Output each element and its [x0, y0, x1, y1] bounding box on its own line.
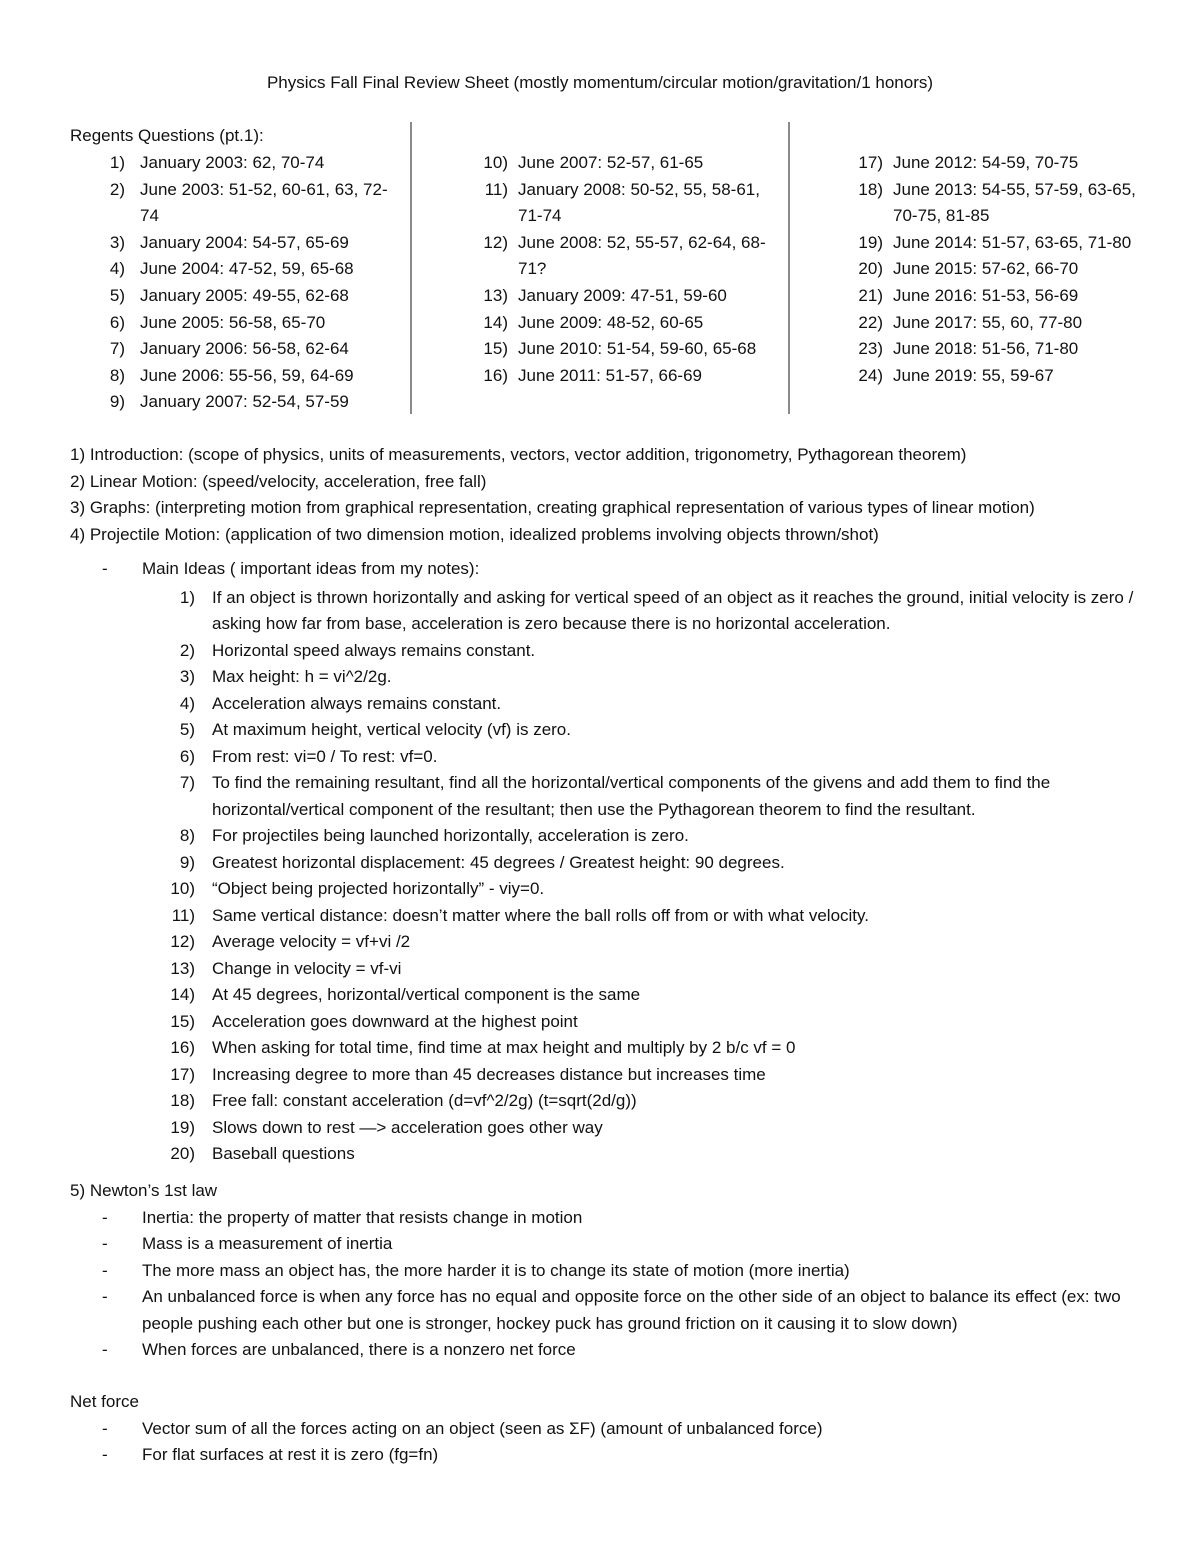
list-item: - Vector sum of all the forces acting on an object (seen as ΣF) (amount of unbalanced force) — [102, 1418, 823, 1438]
list-item: 16) When asking for total time, find time at max height and multiply by 2 b/c vf = 0 — [170, 1038, 796, 1057]
list-item: 11) January 2008: 50-52, 55, 58-61, 71-74 — [484, 179, 760, 226]
regents-heading: Regents Questions (pt.1): — [70, 126, 264, 145]
main-ideas-section — [70, 556, 1150, 1168]
list-item: 4) June 2004: 47-52, 59, 65-68 — [109, 259, 354, 279]
list-item: 24) June 2019: 55, 59-67 — [858, 365, 1054, 385]
column-divider — [410, 122, 412, 414]
list-item: 20) Baseball questions — [170, 1144, 355, 1163]
main-ideas-list — [70, 585, 1150, 1168]
list-item: 12) June 2008: 52, 55-57, 62-64, 68-71? — [483, 232, 766, 279]
net-force-section — [70, 1389, 1150, 1469]
list-item: 2) June 2003: 51-52, 60-61, 63, 72-74 — [109, 179, 388, 226]
list-item: - For flat surfaces at rest it is zero (fg=fn) — [102, 1445, 439, 1464]
list-item: 13) January 2009: 47-51, 59-60 — [483, 285, 727, 305]
column-divider — [788, 122, 790, 414]
list-item: - When forces are unbalanced, there is a nonzero net force — [102, 1340, 576, 1359]
list-item: 10) “Object being projected horizontally” - viy=0. — [170, 879, 545, 898]
topic-introduction: 1) Introduction: (scope of physics, units of measurements, vectors, vector addition, trigonometry, Pythagorean theorem) — [70, 445, 967, 464]
main-ideas-heading: - Main Ideas ( important ideas from my notes): — [70, 556, 1150, 583]
list-item: 15) Acceleration goes downward at the highest point — [170, 1011, 578, 1031]
list-item: 4) Acceleration always remains constant. — [179, 693, 502, 713]
list-item: 18) June 2013: 54-55, 57-59, 63-65, 70-75, 81-85 — [858, 179, 1136, 226]
list-item: 3) January 2004: 54-57, 65-69 — [109, 232, 349, 252]
topic-linear-motion: 2) Linear Motion: (speed/velocity, acceleration, free fall) — [70, 471, 487, 491]
list-item: 20) June 2015: 57-62, 66-70 — [858, 259, 1079, 279]
page-title: Physics Fall Final Review Sheet (mostly momentum/circular motion/gravitation/1 honors) — [266, 73, 934, 92]
list-item: 14) At 45 degrees, horizontal/vertical component is the same — [170, 985, 641, 1004]
regents-column-3 — [845, 150, 1165, 389]
topic-list — [70, 442, 1170, 548]
list-item: 1) If an object is thrown horizontally and asking for vertical speed of an object as it reaches the ground, initial velocity is zero / asking how far from base, acceleration is zero because there is no horizontal acceleration. — [179, 587, 1134, 633]
topic-projectile-motion: 4) Projectile Motion: (application of two dimension motion, idealized problems involving objects thrown/shot) — [70, 524, 879, 544]
bullet-dash: - — [102, 559, 108, 578]
section-heading: 5) Newton’s 1st law — [70, 1181, 218, 1200]
list-item: 2) Horizontal speed always remains constant. — [179, 640, 536, 660]
list-item: 12) Average velocity = vf+vi /2 — [170, 932, 411, 951]
list-item: 5) At maximum height, vertical velocity (vf) is zero. — [179, 720, 571, 739]
list-item: 11) Same vertical distance: doesn’t matter where the ball rolls off from or with what velocity. — [171, 905, 869, 925]
list-item: 14) June 2009: 48-52, 60-65 — [483, 312, 704, 332]
list-item: 6) From rest: vi=0 / To rest: vf=0. — [179, 746, 438, 766]
section-heading: Net force — [70, 1392, 139, 1411]
list-item: - The more mass an object has, the more harder it is to change its state of motion (more inertia) — [102, 1260, 850, 1280]
list-item: 7) January 2006: 56-58, 62-64 — [109, 339, 349, 359]
list-item: 9) Greatest horizontal displacement: 45 degrees / Greatest height: 90 degrees. — [179, 852, 785, 872]
list-item: 21) June 2016: 51-53, 56-69 — [858, 285, 1079, 305]
list-item: 8) For projectiles being launched horizontally, acceleration is zero. — [179, 826, 689, 845]
list-item: 6) June 2005: 56-58, 65-70 — [109, 312, 326, 332]
topic-graphs: 3) Graphs: (interpreting motion from graphical representation, creating graphical representation of various types of linear motion) — [70, 498, 1035, 517]
list-item: 8) June 2006: 55-56, 59, 64-69 — [109, 365, 354, 385]
list-item: 16) June 2011: 51-57, 66-69 — [483, 365, 702, 385]
list-item: 5) January 2005: 49-55, 62-68 — [109, 285, 349, 305]
list-item: 7) To find the remaining resultant, find all the horizontal/vertical components of the givens and add them to find the horizontal/vertical component of the resultant; then use the Pythagorean theorem to find the resultant. — [179, 773, 1051, 819]
list-item: 3) Max height: h = vi^2/2g. — [179, 667, 392, 686]
list-item: 9) January 2007: 52-54, 57-59 — [109, 392, 349, 412]
list-item: 22) June 2017: 55, 60, 77-80 — [858, 312, 1083, 332]
newton-first-law-section — [70, 1178, 1150, 1364]
list-item: 23) June 2018: 51-56, 71-80 — [858, 339, 1079, 359]
regents-column-2 — [470, 150, 770, 389]
list-item: 13) Change in velocity = vf-vi — [170, 958, 402, 978]
regents-column-1 — [70, 150, 390, 416]
list-item: 19) June 2014: 51-57, 63-65, 71-80 — [858, 232, 1132, 252]
list-item: - Mass is a measurement of inertia — [102, 1234, 393, 1253]
list-item: 17) June 2012: 54-59, 70-75 — [858, 153, 1079, 172]
list-item: 10) June 2007: 52-57, 61-65 — [483, 153, 704, 172]
list-item: - Inertia: the property of matter that resists change in motion — [102, 1207, 583, 1227]
list-item: 19) Slows down to rest —> acceleration goes other way — [170, 1117, 603, 1137]
list-item: 17) Increasing degree to more than 45 decreases distance but increases time — [170, 1064, 766, 1084]
list-item: - An unbalanced force is when any force has no equal and opposite force on the other side of an object to balance its effect (ex: two people pushing each other but one is stronger, hockey puck has ground friction on it causing it to slow down) — [102, 1287, 1121, 1333]
list-item: 15) June 2010: 51-54, 59-60, 65-68 — [483, 339, 757, 359]
list-item: 18) Free fall: constant acceleration (d=vf^2/2g) (t=sqrt(2d/g)) — [170, 1091, 637, 1110]
list-item: 1) January 2003: 62, 70-74 — [109, 153, 325, 172]
